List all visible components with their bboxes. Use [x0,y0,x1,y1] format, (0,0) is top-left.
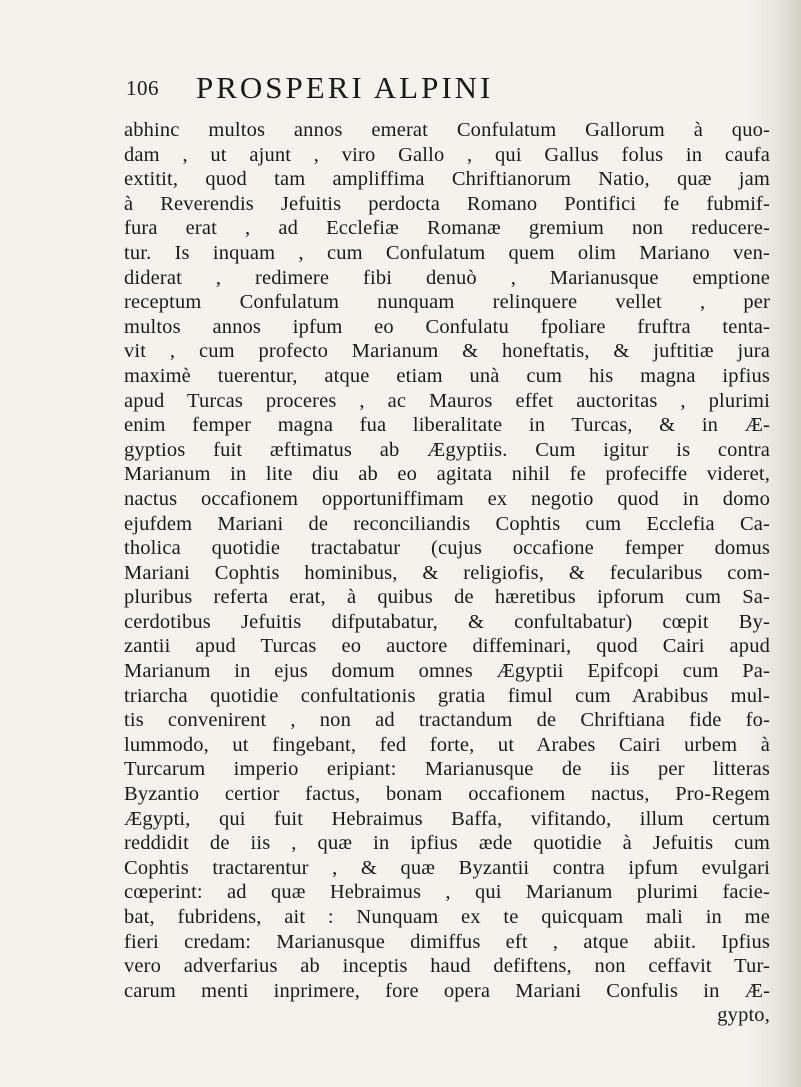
text-line: vit , cum profecto Marianum & honeftatis, & juftitiæ jura [124,340,770,363]
text-line: tholica quotidie tractabatur (cujus occafione femper domus [124,537,770,560]
body-text [124,118,770,1028]
text-line: cerdotibus Jefuitis difputabatur, & confultabatur) cœpit By- [124,610,770,633]
text-line: tur. Is inquam , cum Confulatum quem olim Mariano ven- [124,241,770,264]
text-line: gyptios fuit æftimatus ab Ægyptiis. Cum igitur is contra [124,438,770,461]
text-line: receptum Confulatum nunquam relinquere vellet , per [124,291,770,314]
text-line: dam , ut ajunt , viro Gallo , qui Gallus folus in caufa [124,143,770,166]
text-line: pluribus referta erat, à quibus de hæretibus ipforum cum Sa- [124,586,770,609]
page-number: 106 [126,76,159,100]
text-line: reddidit de iis , quæ in ipfius æde quotidie à Jefuitis cum [124,832,770,855]
text-line: Ægypti, qui fuit Hebraimus Baffa, vifitando, illum certum [124,807,770,830]
text-line: Mariani Cophtis hominibus, & religiofis, & fecularibus com- [124,561,770,584]
text-line: apud Turcas proceres , ac Mauros effet auctoritas , plurimi [124,389,770,412]
text-line: vero adverfarius ab inceptis haud defiftens, non ceffavit Tur- [124,955,770,978]
running-title: PROSPERI ALPINI [196,70,494,105]
text-line: cœperint: ad quæ Hebraimus , qui Marianum plurimi facie- [124,881,770,904]
text-line: tis convenirent , non ad tractandum de Chriftiana fide fo- [124,709,770,732]
text-line: diderat , redimere fibi denuò , Marianusque emptione [124,266,770,289]
text-line: lummodo, ut fingebant, fed forte, ut Arabes Cairi urbem à [124,733,770,756]
text-line: ejufdem Mariani de reconciliandis Cophtis cum Ecclefia Ca- [124,512,770,535]
text-line: maximè tuerentur, atque etiam unà cum his magna ipfius [124,364,770,387]
text-line: bat, fubridens, ait : Nunquam ex te quicquam mali in me [124,906,770,928]
text-line: nactus occafionem opportuniffimam ex negotio quod in domo [124,487,770,510]
text-line: carum menti inprimere, fore opera Mariani Confulis in Æ- [124,979,770,1002]
text-line: Turcarum imperio eripiant: Marianusque de iis per litteras [124,758,770,781]
text-line: zantii apud Turcas eo auctore diffeminari, quod Cairi apud [124,635,770,658]
text-line: Marianum in ejus domum omnes Ægyptii Epifcopi cum Pa- [124,660,770,683]
catchword: gypto, [717,1004,770,1027]
text-line: multos annos ipfum eo Confulatu fpoliare fruftra tenta- [124,315,770,338]
text-line: enim femper magna fua liberalitate in Turcas, & in Æ- [124,414,770,437]
text-line: fura erat , ad Ecclefiæ Romanæ gremium non reducere- [124,217,770,240]
text-line: abhinc multos annos emerat Confulatum Gallorum à quo- [124,119,770,141]
text-line: Byzantio certior factus, bonam occafionem nactus, Pro-Regem [124,783,770,806]
text-line: extitit, quod tam ampliffima Chriftianorum Natio, quæ jam [124,168,770,191]
text-line: à Reverendis Jefuitis perdocta Romano Pontifici fe fubmif- [124,192,770,215]
text-line: triarcha quotidie confultationis gratia fimul cum Arabibus mul- [124,684,770,707]
page-header [126,70,686,110]
text-line: Marianum in lite diu ab eo agitata nihil fe profeciffe videret, [124,463,770,486]
text-line: Cophtis tractarentur , & quæ Byzantii contra ipfum evulgari [124,856,770,879]
text-line: fieri credam: Marianusque dimiffus eft , atque abiit. Ipfius [124,930,770,953]
